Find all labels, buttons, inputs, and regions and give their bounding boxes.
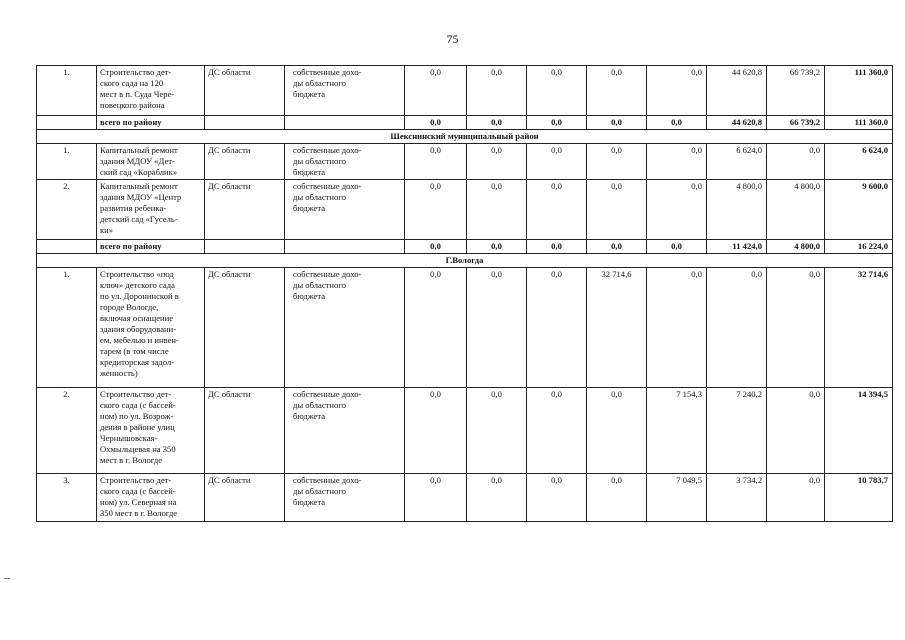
value-cell: 0,0: [587, 116, 647, 130]
total-label: всего по району: [97, 116, 205, 130]
total-cell: 32 714,6: [825, 268, 893, 388]
value-cell: 0,0: [527, 144, 587, 180]
value-cell: 0,0: [405, 474, 467, 522]
value-cell: 0,0: [767, 144, 825, 180]
value-cell: 4 800,0: [767, 180, 825, 240]
value-cell: 0,0: [405, 66, 467, 116]
value-cell: 0,0: [405, 268, 467, 388]
value-cell: 11 424,0: [707, 240, 767, 254]
value-cell: 0,0: [467, 66, 527, 116]
value-cell: 3 734,2: [707, 474, 767, 522]
value-cell: 44 620,8: [707, 66, 767, 116]
value-cell: 7 154,3: [647, 388, 707, 474]
value-cell: 66 739,2: [767, 66, 825, 116]
source-cell: собственные дохо- ды областного бюджета: [285, 144, 405, 180]
value-cell: 0,0: [647, 268, 707, 388]
source-cell: собственные дохо- ды областного бюджета: [285, 180, 405, 240]
object-name: Капитальный ремонт здания МДОУ «Центр развития ребенка- детский сад «Гусель- ки»: [97, 180, 205, 240]
source-cell: собственные дохо- ды областного бюджета: [285, 268, 405, 388]
value-cell: 4 800,0: [767, 240, 825, 254]
value-cell: 0,0: [467, 474, 527, 522]
value-cell: 0,0: [767, 474, 825, 522]
value-cell: 0,0: [527, 474, 587, 522]
org-cell: ДС области: [205, 180, 285, 240]
source-cell: [285, 116, 405, 130]
value-cell: 0,0: [587, 474, 647, 522]
value-cell: 0,0: [587, 240, 647, 254]
value-cell: 0,0: [767, 268, 825, 388]
section-title: Г.Вологда: [37, 254, 893, 268]
total-cell: 16 224,0: [825, 240, 893, 254]
value-cell: 0,0: [587, 144, 647, 180]
value-cell: 0,0: [527, 116, 587, 130]
table-row: [37, 474, 893, 522]
value-cell: 32 714,6: [587, 268, 647, 388]
value-cell: 0,0: [527, 388, 587, 474]
value-cell: 0,0: [405, 388, 467, 474]
org-cell: ДС области: [205, 66, 285, 116]
row-number: [37, 116, 97, 130]
value-cell: 0,0: [405, 180, 467, 240]
total-cell: 9 600,0: [825, 180, 893, 240]
value-cell: 4 800,0: [707, 180, 767, 240]
value-cell: 0,0: [467, 240, 527, 254]
org-cell: ДС области: [205, 474, 285, 522]
row-number: 2.: [37, 388, 97, 474]
value-cell: 0,0: [467, 144, 527, 180]
source-cell: собственные дохо- ды областного бюджета: [285, 66, 405, 116]
org-cell: [205, 240, 285, 254]
value-cell: 7 240,2: [707, 388, 767, 474]
value-cell: 0,0: [587, 180, 647, 240]
row-number: 1.: [37, 66, 97, 116]
row-number: 3.: [37, 474, 97, 522]
value-cell: 0,0: [587, 66, 647, 116]
table-row: [37, 268, 893, 388]
org-cell: ДС области: [205, 268, 285, 388]
org-cell: ДС области: [205, 388, 285, 474]
value-cell: 0,0: [587, 388, 647, 474]
value-cell: 0,0: [647, 180, 707, 240]
value-cell: 0,0: [467, 180, 527, 240]
value-cell: 44 620,8: [707, 116, 767, 130]
page-number: 75: [446, 32, 459, 46]
value-cell: 0,0: [527, 180, 587, 240]
object-name: Строительство дет- ского сада (с бассей- ном) ул. Северная на 350 мест в г. Вологде: [97, 474, 205, 522]
value-cell: 0,0: [527, 240, 587, 254]
object-name: Строительство дет- ского сада на 120 мест в п. Суда Чере- повецкого района: [97, 66, 205, 116]
value-cell: 0,0: [647, 144, 707, 180]
section-row: [37, 130, 893, 144]
value-cell: 0,0: [467, 116, 527, 130]
source-cell: [285, 240, 405, 254]
total-label: всего по району: [97, 240, 205, 254]
budget-table: [36, 65, 893, 522]
value-cell: 0,0: [647, 66, 707, 116]
value-cell: 0,0: [527, 268, 587, 388]
source-cell: собственные дохо- ды областного бюджета: [285, 388, 405, 474]
total-row: [37, 116, 893, 130]
row-number: 2.: [37, 180, 97, 240]
section-title: Шекснинский муниципальный район: [37, 130, 893, 144]
table-row: [37, 144, 893, 180]
margin-mark: [4, 578, 10, 579]
table-row: [37, 388, 893, 474]
section-row: [37, 254, 893, 268]
value-cell: 6 624,0: [707, 144, 767, 180]
table-row: [37, 180, 893, 240]
total-cell: 10 783,7: [825, 474, 893, 522]
org-cell: [205, 116, 285, 130]
object-name: Капитальный ремонт здания МДОУ «Дет- ский сад «Кораблик»: [97, 144, 205, 180]
source-cell: собственные дохо- ды областного бюджета: [285, 474, 405, 522]
total-cell: 6 624,0: [825, 144, 893, 180]
value-cell: 0,0: [527, 66, 587, 116]
org-cell: ДС области: [205, 144, 285, 180]
value-cell: 0,0: [647, 240, 707, 254]
total-cell: 111 360,0: [825, 116, 893, 130]
table-body: [37, 66, 893, 522]
value-cell: 7 049,5: [647, 474, 707, 522]
total-row: [37, 240, 893, 254]
total-cell: 14 394,5: [825, 388, 893, 474]
value-cell: 0,0: [707, 268, 767, 388]
row-number: 1.: [37, 268, 97, 388]
value-cell: 0,0: [467, 388, 527, 474]
row-number: [37, 240, 97, 254]
value-cell: 0,0: [467, 268, 527, 388]
value-cell: 0,0: [405, 144, 467, 180]
total-cell: 111 360,0: [825, 66, 893, 116]
object-name: Строительство «под ключ» детского сада по ул. Доронинской в городе Вологде, включая оснащение здания оборудовани- ем, мебелью и инвен- тарем (в том числе кредиторская задол- женность): [97, 268, 205, 388]
value-cell: 66 739,2: [767, 116, 825, 130]
object-name: Строительство дет- ского сада (с бассей- ном) по ул. Возрож- дения в районе улиц Чернышовская- Охмыльцевая на 350 мест в г. Вологде: [97, 388, 205, 474]
value-cell: 0,0: [647, 116, 707, 130]
table-row: [37, 66, 893, 116]
row-number: 1.: [37, 144, 97, 180]
value-cell: 0,0: [405, 240, 467, 254]
value-cell: 0,0: [405, 116, 467, 130]
value-cell: 0,0: [767, 388, 825, 474]
